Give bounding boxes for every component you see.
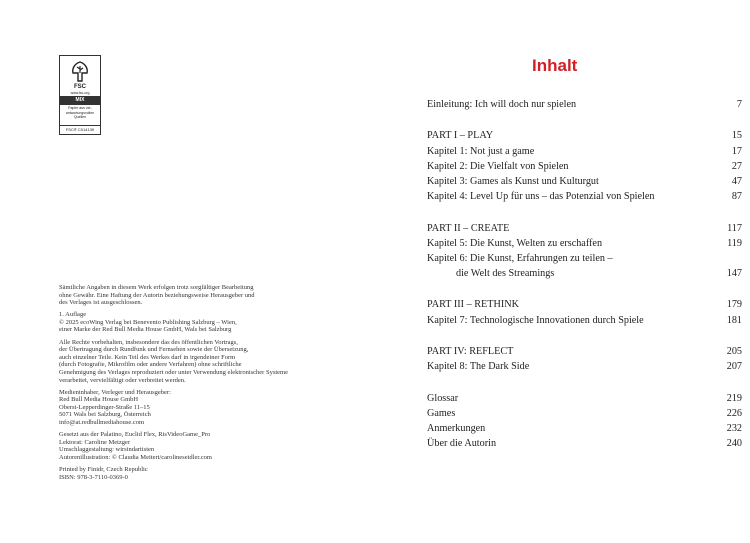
toc-entry-page: 181: [726, 314, 742, 326]
imprint-line: ohne Gewähr. Eine Haftung der Autorin beziehungsweise Herausgeber und: [59, 291, 255, 299]
imprint-line: des Verlages ist ausgeschlossen.: [59, 299, 143, 307]
fsc-description-line: Papier aus ver-: [68, 106, 92, 110]
toc-entry-page: 119: [727, 237, 742, 249]
toc-entry-page: 15: [731, 130, 742, 142]
toc-entry: [427, 421, 742, 436]
toc-entry-title: Kapitel 6: Die Kunst, Erfahrungen zu teilen –: [427, 252, 613, 264]
toc-entry-title: Kapitel 2: Die Vielfalt von Spielen: [427, 160, 569, 172]
toc-entry: [427, 266, 742, 281]
imprint-paragraph: [59, 431, 359, 461]
fsc-description-line: Quellen: [73, 115, 87, 119]
imprint-line: auch einzelner Teile. Kein Teil des Werkes darf in irgendeiner Form: [59, 353, 236, 361]
toc-entry-title: Kapitel 4: Level Up für uns – das Potenzial von Spielen: [427, 191, 655, 203]
toc-entry-title: Kapitel 7: Technologische Innovationen durch Spiele: [427, 314, 644, 326]
toc-gap: [427, 281, 742, 297]
toc-entry: [427, 313, 742, 328]
fsc-logo: [59, 55, 101, 135]
toc-entry-title: die Welt des Streamings: [456, 268, 555, 280]
imprint-line: einer Marke der Red Bull Media House GmbH, Wals bei Salzburg: [59, 326, 232, 334]
toc-entry-page: 232: [726, 422, 742, 434]
imprint-line: Printed by Finidr, Czech Republic: [59, 465, 148, 473]
toc-entry-page: 219: [726, 392, 742, 404]
toc-entry-title: Kapitel 3: Games als Kunst und Kulturgut: [427, 175, 599, 187]
toc-entry: [427, 359, 742, 374]
imprint-text: [59, 284, 359, 486]
imprint-line: 1. Auflage: [59, 311, 87, 319]
toc-entry: [427, 436, 742, 451]
imprint-line: Oberst-Lepperdinger-Straße 11–15: [59, 403, 150, 411]
toc-entry-title: Einleitung: Ich will doch nur spielen: [427, 99, 577, 110]
page-title: Inhalt: [532, 56, 578, 75]
toc-entry-title: PART II – CREATE: [427, 222, 510, 234]
toc-gap: [427, 204, 742, 220]
toc-entry-page: 7: [736, 99, 742, 110]
toc-entry: [427, 159, 742, 174]
toc-entry-title: PART III – RETHINK: [427, 299, 519, 311]
imprint-line: © 2025 ecoWing Verlag bei Benevento Publishing Salzburg – Wien,: [59, 318, 237, 326]
imprint-line: Red Bull Media House GmbH: [59, 396, 139, 404]
toc-entry-title: Kapitel 5: Die Kunst, Welten zu erschaffen: [427, 237, 603, 249]
toc-entry: [427, 144, 742, 159]
toc-entry: [427, 221, 742, 236]
imprint-line: Genehmigung des Verlages reproduziert oder unter Verwendung elektronischer Systeme: [59, 368, 288, 376]
toc-entry: [427, 251, 742, 266]
imprint-paragraph: [59, 389, 359, 427]
fsc-brand: FSC: [74, 84, 86, 90]
imprint-paragraph: [59, 466, 359, 481]
toc-entry-title: Kapitel 8: The Dark Side: [427, 361, 530, 373]
fsc-code: FSC® C014139: [60, 125, 100, 132]
right-page: [375, 0, 750, 543]
imprint-line: der Übertragung durch Rundfunk und Fernsehen sowie der Übersetzung,: [59, 346, 249, 354]
toc-entry: [427, 189, 742, 204]
toc-gap: [427, 374, 742, 390]
fsc-site: www.fsc.org: [70, 91, 90, 95]
toc-entry: [427, 128, 742, 143]
fsc-description: [62, 106, 98, 120]
toc-entry-page: 117: [727, 222, 742, 234]
imprint-line: Umschlaggestaltung: wirsindartisten: [59, 446, 155, 454]
table-of-contents: [427, 97, 742, 451]
imprint-line: verarbeitet, vervielfältigt oder verbreitet werden.: [59, 376, 186, 384]
toc-entry-page: 47: [731, 175, 742, 187]
imprint-line: 5071 Wals bei Salzburg, Österreich: [59, 411, 151, 419]
fsc-mix-label: MIX: [60, 96, 100, 105]
toc-entry-title: Anmerkungen: [427, 422, 486, 434]
imprint-line: Autorenillustration: © Claudia Meitert/carolineseidler.com: [59, 453, 212, 461]
fsc-tree-icon: [69, 61, 91, 83]
toc-gap: [427, 112, 742, 128]
toc-entry-page: 179: [726, 299, 742, 311]
toc-entry-page: 240: [726, 438, 742, 450]
toc-entry-page: 27: [731, 160, 742, 172]
imprint-line: info@at.redbullmediahouse.com: [59, 419, 145, 426]
imprint-line: ISBN: 978-3-7110-0369-0: [59, 473, 128, 481]
toc-entry-page: 87: [731, 191, 742, 203]
toc-entry-title: Games: [427, 407, 456, 419]
toc-entry: [427, 406, 742, 421]
toc-entry-page: 17: [731, 145, 742, 157]
toc-entry-page: 207: [726, 361, 742, 373]
toc-entry: [427, 97, 742, 112]
imprint-line: Sämtliche Angaben in diesem Werk erfolgen trotz sorgfältiger Bearbeitung: [59, 284, 254, 291]
imprint-paragraph: [59, 339, 359, 385]
toc-entry-title: Glossar: [427, 392, 459, 404]
toc-entry-title: Kapitel 1: Not just a game: [427, 145, 535, 157]
fsc-description-line: antwortungsvollen: [65, 110, 95, 115]
imprint-line: Gesetzt aus der Palatino, Euclid Flex, RisVideoGame_Pro: [59, 431, 211, 439]
toc-entry: [427, 236, 742, 251]
toc-entry-title: PART IV: REFLECT: [427, 346, 514, 357]
toc-entry-title: Über die Autorin: [427, 438, 497, 450]
imprint-line: Alle Rechte vorbehalten, insbesondere das des öffentlichen Vortrags,: [59, 338, 238, 346]
imprint-paragraph: [59, 284, 359, 307]
toc-entry-title: PART I – PLAY: [427, 130, 494, 142]
imprint-paragraph: [59, 311, 359, 334]
toc-gap: [427, 328, 742, 344]
toc-entry: [427, 174, 742, 189]
toc-entry: [427, 391, 742, 406]
imprint-line: (durch Fotografie, Mikrofilm oder andere Verfahren) ohne schriftliche: [59, 361, 242, 369]
toc-entry: [427, 344, 742, 359]
toc-entry: [427, 297, 742, 312]
imprint-line: Lektorat: Caroline Metzger: [59, 438, 131, 446]
toc-entry-page: 226: [726, 407, 742, 419]
imprint-line: Medieninhaber, Verleger und Herausgeber:: [59, 388, 171, 396]
toc-entry-page: 147: [726, 268, 742, 280]
toc-entry-page: 205: [726, 346, 742, 357]
